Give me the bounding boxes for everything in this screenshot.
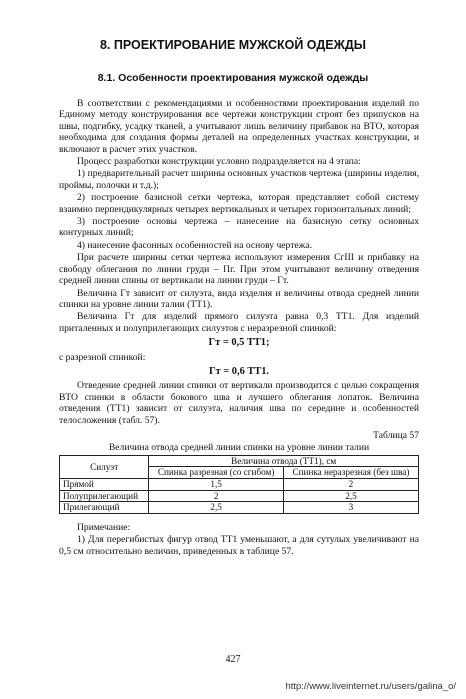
paragraph: с разрезной спинкой: — [59, 351, 146, 363]
paragraph: Величина Гт для изделий прямого силуэта равна 0,3 ТТ1. Для изделий приталенных и полуприлегающих силуэтов с неразрезной спинкой: — [59, 311, 419, 334]
paragraph: При расчете ширины сетки чертежа используют измерения СгIII и прибавку на свободу облегания по линии груди – Пг. При этом учитывают величину отведения средней линии спины от вертикали на линии груди – Гт. — [59, 252, 419, 287]
body-text — [59, 98, 419, 558]
table-cell: Прилегающий — [60, 502, 149, 514]
note-label: Примечание: — [77, 521, 131, 533]
column-header: Величина отвода (ТТ1), см — [149, 455, 419, 467]
list-item: 2) построение базисной сетки чертежа, которая представляет собой систему взаимно перпендикулярных четырех вертикальных и четырех горизонтальных линий; — [59, 192, 419, 215]
list-item: 4) нанесение фасонных особенностей на основу чертежа. — [77, 239, 312, 251]
formula: Гт = 0,6 ТТ1. — [208, 365, 270, 377]
table-cell: Прямой — [60, 478, 149, 490]
table-cell: 3 — [283, 502, 418, 514]
footer-url: http://www.liveinternet.ru/users/galina_o/ — [285, 681, 456, 692]
section-title: 8.1. Особенности проектирования мужской одежды — [97, 72, 369, 84]
table-cell: 2 — [149, 490, 284, 502]
column-header: Силуэт — [60, 455, 149, 478]
table-caption: Таблица 57 — [373, 429, 419, 441]
list-item: 1) предварительный расчет ширины основных участков чертежа (ширины изделия, проймы, полочки и т.д.); — [59, 168, 419, 191]
table-title: Величина отвода средней линии спинки на уровне линии талии — [108, 442, 370, 454]
chapter-title: 8. ПРОЕКТИРОВАНИЕ МУЖСКОЙ ОДЕЖДЫ — [99, 38, 367, 52]
note-text: 1) Для перегибистых фигур отвод ТТ1 уменьшают, а для сутулых увеличивают на 0,5 см относительно величин, приведенных в таблице 57. — [59, 534, 419, 557]
formula: Гт = 0,5 ТТ1; — [208, 337, 270, 349]
paragraph: Отведение средней линии спинки от вертикали производится с целью сокращения ВТО спинки в области бокового шва и лучшего облегания лопаток. Величина отведения (ТТ1) зависит от силуэта, наличия шва по середине и особенностей телосложения (табл. 57). — [59, 380, 419, 426]
table-row — [60, 490, 419, 502]
table-cell: 1,5 — [149, 478, 284, 490]
table-cell: 2 — [283, 478, 418, 490]
paragraph: Величина Гт зависит от силуэта, вида изделия и величины отвода средней линии спинки на уровне линии талии (ТТ1). — [59, 287, 419, 310]
table-header-row — [60, 455, 419, 467]
list-item: 3) построение основы чертежа – нанесение на базисную сетку основных контурных линий; — [59, 216, 419, 239]
paragraph: В соответствии с рекомендациями и особенностями проектирования изделий по Единому методу конструирования все чертежи конструкции строят без припусков на швы, подгибку, усадку тканей, а учитывают лишь величину прибавок на ВТО, которая необходима для создания формы деталей на определенных участках конструкции, и включают в расчет этих участков. — [59, 98, 419, 155]
data-table — [59, 455, 419, 514]
table-cell: Полуприлегающий — [60, 490, 149, 502]
page-number: 427 — [225, 654, 241, 665]
column-header: Спинка разрезная (со сгибом) — [149, 467, 284, 479]
table-row — [60, 478, 419, 490]
table-cell: 2,5 — [149, 502, 284, 514]
table-cell: 2,5 — [283, 490, 418, 502]
paragraph: Процесс разработки конструкции условно подразделяется на 4 этапа: — [77, 156, 361, 168]
table-row — [60, 502, 419, 514]
column-header: Спинка неразрезная (без шва) — [283, 467, 418, 479]
